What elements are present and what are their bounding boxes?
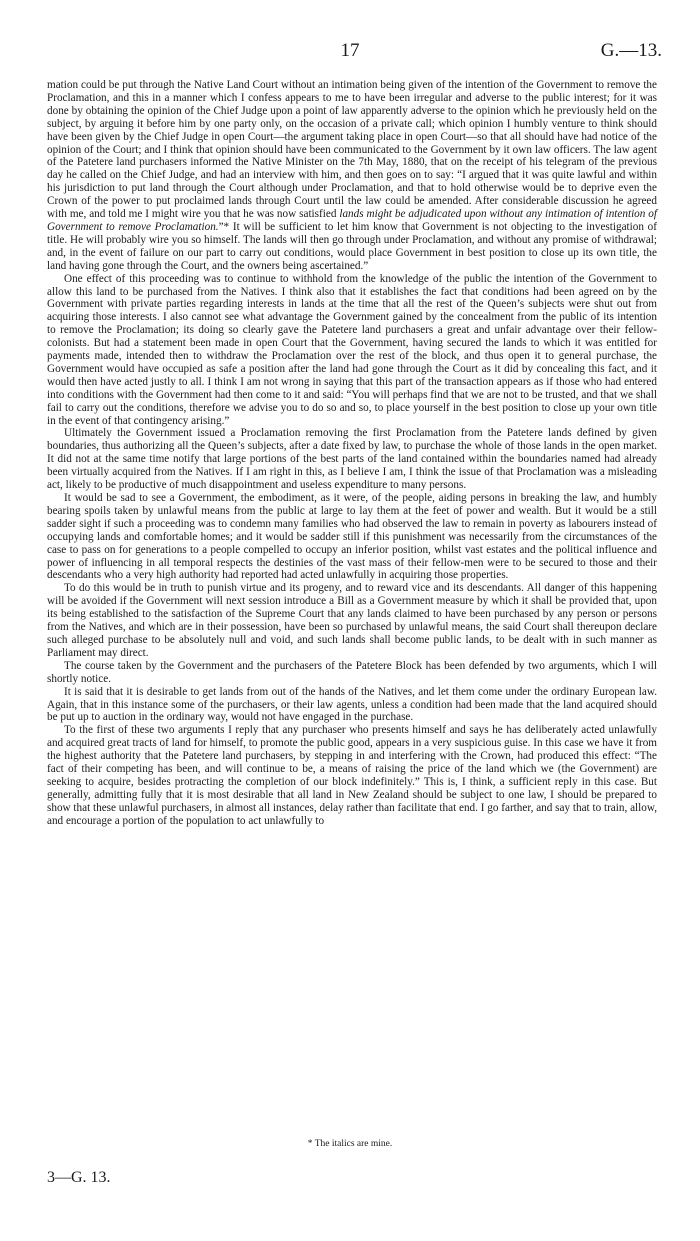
paragraph-1-text-a: mation could be put through the Native Land Court without an intimation being given of the intention of the Government to remove the Proclamation, and this in a manner which I confess appears to me to have been irregular and adverse to the public interest; for it was done by obtaining the opinion of the Chief Judge upon a point of law apparently adverse to the opinion which he previously held on the subject, by arguing it before him by one party only, on the occasion of a private call; which opinion I humbly venture to think should have been given by the Chief Judge in open Court—the argument taking place in open Court—so that all should have had notice of the opinion of the Court; and I think that opinion should have been communicated to the Government by it own law officers. The law agent of the Patetere land purchasers informed the Native Minister on the 7th May, 1880, that on the receipt of his telegram of the previous day he called on the Chief Judge, and had an interview with him, and then goes on to say: “I argued that it was quite lawful and within his jurisdiction to put land through the Court although under Proclamation, and that to hold otherwise would be to deprive even the Crown of the power to put proclaimed lands through Court until the law could be amended. After considerable discussion he agreed with me, and told me I might wire you that he was now satisfied <box>47 79 657 221</box>
body-text <box>47 79 657 828</box>
paragraph-1-text-b: ”* It will be sufficient to let him know that Government is not objecting to the investigation of title. He will probably wire you so himself. The lands will then go through under Proclamation, and without any promise of withdrawal; and, in the event of failure on our part to carry out conditions, would place Government in best position to close up its own title, the land having gone through the Court, and the owners being ascertained.” <box>47 220 657 272</box>
paragraph-7: It is said that it is desirable to get lands from out of the hands of the Natives, and let them come under the ordinary European law. Again, that in this instance some of the purchasers, or their law agents, unless a condition had been made that the land acquired should be put up to auction in the ordinary way, would not have engaged in the purchase. <box>47 685 657 724</box>
paragraph-5: To do this would be in truth to punish virtue and its progeny, and to reward vice and its descendants. All danger of this happening will be avoided if the Government will next session introduce a Bill as a Government measure by which it shall be provided that, upon its being established to the satisfaction of the Supreme Court that any lands claimed to have been purchased by any person or persons from the Natives, and which are in their possession, have been so purchased by unlawful means, the said Court shall thereupon declare such alleged purchase to be absolutely null and void, and such lands shall become public lands, to be dealt with in such manner as Parliament may direct. <box>47 582 657 659</box>
signature-mark: 3—G. 13. <box>47 1169 111 1186</box>
document-code: G.—13. <box>600 40 662 61</box>
paragraph-6: The course taken by the Government and the purchasers of the Patetere Block has been defended by two arguments, which I will shortly notice. <box>47 659 657 685</box>
footnote: * The italics are mine. <box>307 1139 393 1149</box>
paragraph-1 <box>47 79 657 273</box>
italic-quote: lands might be adjudicated upon without any intimation of intention of Government to remove Proclamation. <box>47 208 657 233</box>
paragraph-2: One effect of this proceeding was to continue to withhold from the knowledge of the public the intention of the Government to allow this land to be purchased from the Natives. I think also that it establishes the fact that conditions had been agreed on by the Government with private parties regarding interests in lands at the time that all the rest of the Queen’s subjects were shut out from acquiring those interests. I also cannot see what advantage the Government gained by the concealment from the public of its intention to remove the Proclamation; its doing so clearly gave the Patetere land purchasers a great and unfair advantage over their fellow-colonists. But had a statement been made in open Court that the Government, having secured the lands to which it was entitled for payments made, intended then to withdraw the Proclamation over the rest of the block, and thus open it to general purchase, the Government would have occupied as safe a position after the land had gone through the Court as it did by concealing this fact, and it would then have acted justly to all. I think I am not wrong in saying that this part of the transaction appears as if those who had entered into conditions with the Government had then come to it and said: “You will perhaps find that we are not to be trusted, and that we shall fail to carry out the conditions, therefore we advise you to do so and so, to place yourself in the best position to close up your own title in the event of that contingency arising.” <box>47 272 657 427</box>
paragraph-3: Ultimately the Government issued a Proclamation removing the first Proclamation from the Patetere lands defined by given boundaries, thus authorizing all the Queen’s subjects, after a date fixed by law, to purchase the whole of those lands in the open market. It did not at the same time notify that large portions of the best parts of the land contained within the boundaries named had already been virtually acquired from the Natives. If I am right in this, as I believe I am, I think the issue of that Proclamation was a misleading act, likely to be productive of much disappointment and useless expenditure to many persons. <box>47 427 657 492</box>
paragraph-4: It would be sad to see a Government, the embodiment, as it were, of the people, aiding persons in breaking the law, and humbly bearing spoils taken by unlawful means from the public at large to lay them at the feet of power and wealth. But it would be a still sadder sight if such a proceeding was to condemn many families who had observed the law to remain in poverty as labourers instead of occupying lands and comfortable homes; and it would be sadder still if this punishment was necessarily from the circumstances of the case to pass on for generations to a people compelled to occupy an inferior position, whilst vast estates and the political influence and power of influencing in all temporal respects the destinies of the vast mass of their fellow-men were to be secured to those and their descendants who a very high authority had reported had acted unlawfully in acquiring those properties. <box>47 492 657 582</box>
paragraph-8: To the first of these two arguments I reply that any purchaser who presents himself and says he has deliberately acted unlawfully and acquired great tracts of land for himself, to promote the public good, appears in a very suspicious guise. In this case we have it from the highest authority that the Patetere land purchasers, by stepping in and interfering with the Crown, had produced this effect: “The fact of their competing has been, and will continue to be, a means of raising the price of the land which we (the Government) are seeking to acquire, besides protracting the completion of our block indefinitely.” This is, I think, a sufficient reply in this case. But generally, admitting fully that it is most desirable that all land in New Zealand should be subject to one law, I should be prepared to show that these unlawful purchasers, in almost all instances, delay rather than facilitate that end. I go farther, and say that to train, allow, and encourage a portion of the population to act unlawfully to <box>47 724 657 827</box>
page-number: 17 <box>340 40 360 61</box>
